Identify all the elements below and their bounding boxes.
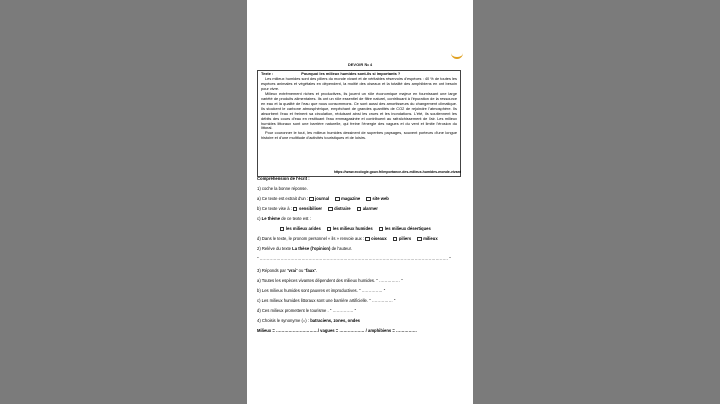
- checkbox[interactable]: [280, 227, 284, 231]
- question-4-answer-line[interactable]: Milieux = …………………………/ vagues = ……………… / amphibiens = ……………: [257, 328, 417, 333]
- question-1b: b) Ce texte vise à : sensibiliser distraire alarmer: [257, 206, 378, 211]
- left-letterbox: [0, 0, 247, 404]
- checkbox[interactable]: [417, 237, 421, 241]
- question-2-answer-line[interactable]: " ……………………………………………………………………………………………………………………… ": [257, 256, 451, 261]
- checkbox[interactable]: [366, 197, 370, 201]
- checkbox[interactable]: [309, 197, 313, 201]
- reading-text-box: [257, 70, 461, 177]
- document-title: DEVOIR № 4: [347, 62, 373, 67]
- checkbox[interactable]: [379, 227, 383, 231]
- question-3: 3) Réponds par "vrai" ou "faux".: [257, 268, 318, 273]
- inshot-watermark: InShOt: [407, 377, 461, 394]
- paragraph-3: Pour couronner le tout, les milieux humides dessinent de superbes paysages, souvent porteurs d'une longue histoire et d'une multitude d'activités touristiques et de loisirs.: [261, 130, 457, 141]
- question-3d[interactable]: d) Ces milieux promettent le tourisme . " …………… ": [257, 308, 357, 313]
- question-4: 4) Choisis le synonyme (=) : batraciens, zones, ondes: [257, 318, 360, 323]
- checkbox[interactable]: [357, 207, 361, 211]
- checkbox[interactable]: [335, 197, 339, 201]
- checkbox[interactable]: [328, 207, 332, 211]
- question-3a[interactable]: a) Toutes les espèces vivantes dépendent des milieux humides. " …………… ": [257, 278, 403, 283]
- question-1: 1) coche la bonne réponse.: [257, 186, 308, 191]
- question-1d: d) Dans le texte, le pronom personnel « ils » renvoie aux : oiseaux piliers milieux: [257, 236, 438, 241]
- paragraph-1: Les milieux humides sont des piliers du monde vivant et de véritables réservoirs d'espèces : 40 % de toutes les espèces animales et végétales en dépendent, la moitié des oiseaux et la totalité des amphibiens en ont besoin pour vivre.: [261, 75, 457, 91]
- checkbox[interactable]: [327, 227, 331, 231]
- question-1c: c) Le thème de ce texte est :: [257, 216, 311, 221]
- corner-decoration: [451, 50, 463, 59]
- checkbox[interactable]: [393, 237, 397, 241]
- checkbox[interactable]: [365, 237, 369, 241]
- right-letterbox: [473, 0, 720, 404]
- question-2: 2) Relève du texte La thèse (l'opinion) de l'auteur.: [257, 246, 352, 251]
- text-heading: Pourquoi les milieux humides sont-ils si importants ?: [301, 71, 401, 76]
- text-label: Texte :: [261, 71, 274, 76]
- section-title: Compréhension de l'écrit :: [257, 176, 310, 181]
- paragraph-2: Milieux extrêmement riches et productives, ils jouent un rôle économique majeur en fournissant une large variété de produits alimentaires. Ils ont un rôle essentiel de filtre naturel, contribuant à l'épuration de la ressource en eau et la qualité de l'eau que nous consommons. Ce sont aussi des amortisseurs du changement climatique. Ils stockent le carbone atmosphérique, empêchant de grandes quantités de CO2 de rejoindre l'atmosphère. Ils absorbent l'eau et freinent sa circulation, réduisant ainsi les crues et les inondations. L'été, ils soutiennent les débits des cours d'eau en restituant l'eau emmagasinée et contribuent au rafraîchissement de l'air. Les milieux humides littoraux sont une barrière naturelle, qui freine l'énergie des vagues et du vent et limite l'érosion du littoral.: [261, 90, 457, 131]
- question-1c-options: les milieux arides les milieux humides les milieux désertiques: [280, 226, 436, 231]
- question-1a: a) Ce texte est extrait d'un : journal magazine site web: [257, 196, 389, 201]
- question-3c[interactable]: c) Les milieux humides littoraux sont une barrière artificielle. " …………… ": [257, 298, 396, 303]
- checkbox[interactable]: [293, 207, 297, 211]
- source-link: https://www.ecologie.gouv.fr/importance-des-milieux-humides-monde-vivant: [333, 170, 461, 174]
- document-page: [247, 0, 473, 404]
- question-3b[interactable]: b) Les milieux humides sont pauvres et improductives. " …………… ": [257, 288, 386, 293]
